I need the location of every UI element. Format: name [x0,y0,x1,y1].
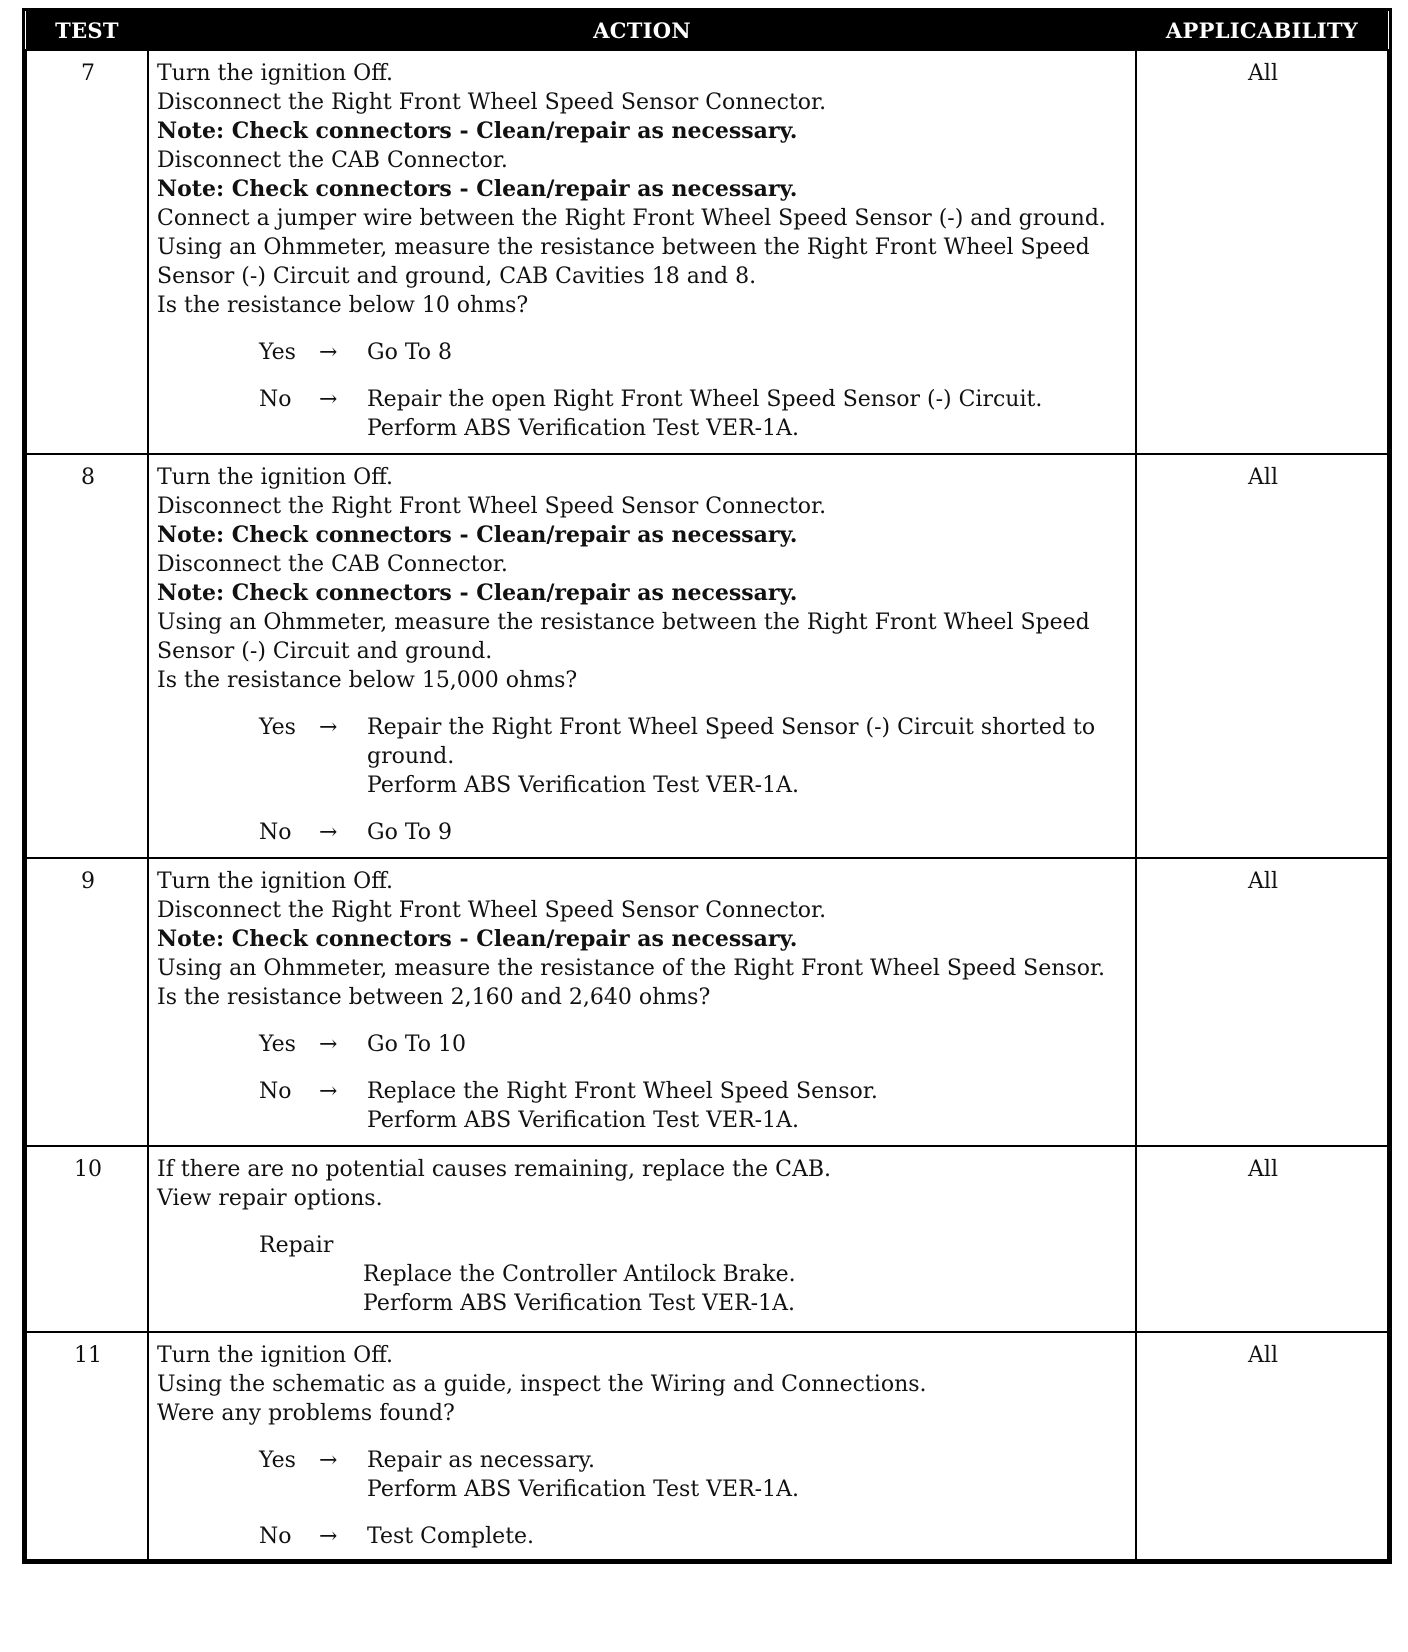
right-arrow-icon: → [319,340,338,365]
instruction-line: Disconnect the CAB Connector. [157,552,508,577]
diagnostic-test-table [22,8,1392,1564]
branch-result [367,385,1129,443]
test-number: 10 [26,1146,148,1332]
branch-result [367,1446,1129,1504]
instruction-line: Disconnect the Right Front Wheel Speed Sensor Connector. [157,494,827,519]
instruction-line: Turn the ignition Off. [157,1343,394,1368]
test-number: 7 [26,50,148,454]
instruction-line: Is the resistance between 2,160 and 2,640 ohms? [157,985,711,1010]
instruction-line: Is the resistance below 10 ohms? [157,293,529,318]
result-line: Replace the Right Front Wheel Speed Sensor. [367,1079,878,1104]
applicability-cell: All [1136,1332,1388,1560]
note-line: Note: Check connectors - Clean/repair as necessary. [157,176,798,202]
instruction-line: Disconnect the CAB Connector. [157,148,508,173]
applicability-cell: All [1136,454,1388,858]
instruction-line: Using an Ohmmeter, measure the resistance of the Right Front Wheel Speed Sensor. [157,956,1106,981]
result-line: Repair the open Right Front Wheel Speed Sensor (-) Circuit. [367,387,1043,412]
table-row [26,1146,1388,1332]
right-arrow-icon: → [319,715,338,740]
table-row [26,50,1388,454]
branch-label: Yes [259,1448,296,1473]
result-line: Repair as necessary. [367,1448,595,1473]
branch-result [367,818,1129,847]
instruction-line: Turn the ignition Off. [157,465,394,490]
result-line: Perform ABS Verification Test VER-1A. [367,773,799,798]
branch-result [367,338,1129,367]
applicability-cell: All [1136,50,1388,454]
right-arrow-icon: → [319,1524,338,1549]
no-branch [157,1522,1129,1551]
action-cell [148,1332,1136,1560]
note-line: Note: Check connectors - Clean/repair as necessary. [157,522,798,548]
branch-label: Yes [259,340,296,365]
branch-label: No [259,1079,292,1104]
test-number: 8 [26,454,148,858]
action-cell [148,454,1136,858]
action-cell [148,858,1136,1146]
header-action: ACTION [148,11,1136,50]
instruction-line: Disconnect the Right Front Wheel Speed Sensor Connector. [157,90,827,115]
result-line: Go To 10 [367,1032,467,1057]
result-line: Go To 9 [367,820,453,845]
instruction-line: Disconnect the Right Front Wheel Speed Sensor Connector. [157,898,827,923]
result-line: Perform ABS Verification Test VER-1A. [367,1108,799,1133]
result-line: Go To 8 [367,340,453,365]
branch-result [367,713,1129,800]
instruction-line: Using an Ohmmeter, measure the resistance between the Right Front Wheel Speed [157,235,1090,260]
table-body [26,50,1388,1560]
instruction-line: If there are no potential causes remaining, replace the CAB. [157,1157,832,1182]
note-line: Note: Check connectors - Clean/repair as necessary. [157,926,798,952]
instruction-line: View repair options. [157,1186,383,1211]
test-number: 11 [26,1332,148,1560]
yes-branch [157,713,1129,800]
result-line: Perform ABS Verification Test VER-1A. [367,416,799,441]
yes-branch [157,1030,1129,1059]
repair-options [157,1231,1129,1318]
result-line: Replace the Controller Antilock Brake. [363,1262,796,1287]
instruction-line: Sensor (-) Circuit and ground. [157,639,493,664]
no-branch [157,1077,1129,1135]
yes-branch [157,1446,1129,1504]
test-table [25,11,1389,1561]
right-arrow-icon: → [319,820,338,845]
right-arrow-icon: → [319,1032,338,1057]
test-number: 9 [26,858,148,1146]
result-line: ground. [367,744,455,769]
branch-label: No [259,387,292,412]
note-line: Note: Check connectors - Clean/repair as necessary. [157,580,798,606]
header-applicability: APPLICABILITY [1136,11,1388,50]
action-cell [148,1146,1136,1332]
table-header-row [26,11,1388,50]
yes-branch [157,338,1129,367]
instruction-line: Turn the ignition Off. [157,869,394,894]
table-row [26,1332,1388,1560]
table-row [26,454,1388,858]
table-row [26,858,1388,1146]
right-arrow-icon: → [319,1079,338,1104]
repair-label: Repair [259,1233,334,1258]
branch-result [367,1077,1129,1135]
action-cell [148,50,1136,454]
no-branch [157,385,1129,443]
instruction-line: Turn the ignition Off. [157,61,394,86]
no-branch [157,818,1129,847]
result-line: Perform ABS Verification Test VER-1A. [363,1291,795,1316]
result-line: Test Complete. [367,1524,535,1549]
instruction-line: Is the resistance below 15,000 ohms? [157,668,578,693]
right-arrow-icon: → [319,1448,338,1473]
instruction-line: Using the schematic as a guide, inspect the Wiring and Connections. [157,1372,927,1397]
instruction-line: Using an Ohmmeter, measure the resistance between the Right Front Wheel Speed [157,610,1090,635]
instruction-line: Were any problems found? [157,1401,455,1426]
branch-label: No [259,1524,292,1549]
right-arrow-icon: → [319,387,338,412]
branch-label: No [259,820,292,845]
result-line: Perform ABS Verification Test VER-1A. [367,1477,799,1502]
branch-label: Yes [259,1032,296,1057]
branch-label: Yes [259,715,296,740]
repair-result [259,1260,1129,1318]
branch-result [367,1522,1129,1551]
instruction-line: Connect a jumper wire between the Right Front Wheel Speed Sensor (-) and ground. [157,206,1106,231]
note-line: Note: Check connectors - Clean/repair as necessary. [157,118,798,144]
result-line: Repair the Right Front Wheel Speed Sensor (-) Circuit shorted to [367,715,1096,740]
header-test: TEST [26,11,148,50]
instruction-line: Sensor (-) Circuit and ground, CAB Cavities 18 and 8. [157,264,757,289]
applicability-cell: All [1136,1146,1388,1332]
branch-result [367,1030,1129,1059]
applicability-cell: All [1136,858,1388,1146]
